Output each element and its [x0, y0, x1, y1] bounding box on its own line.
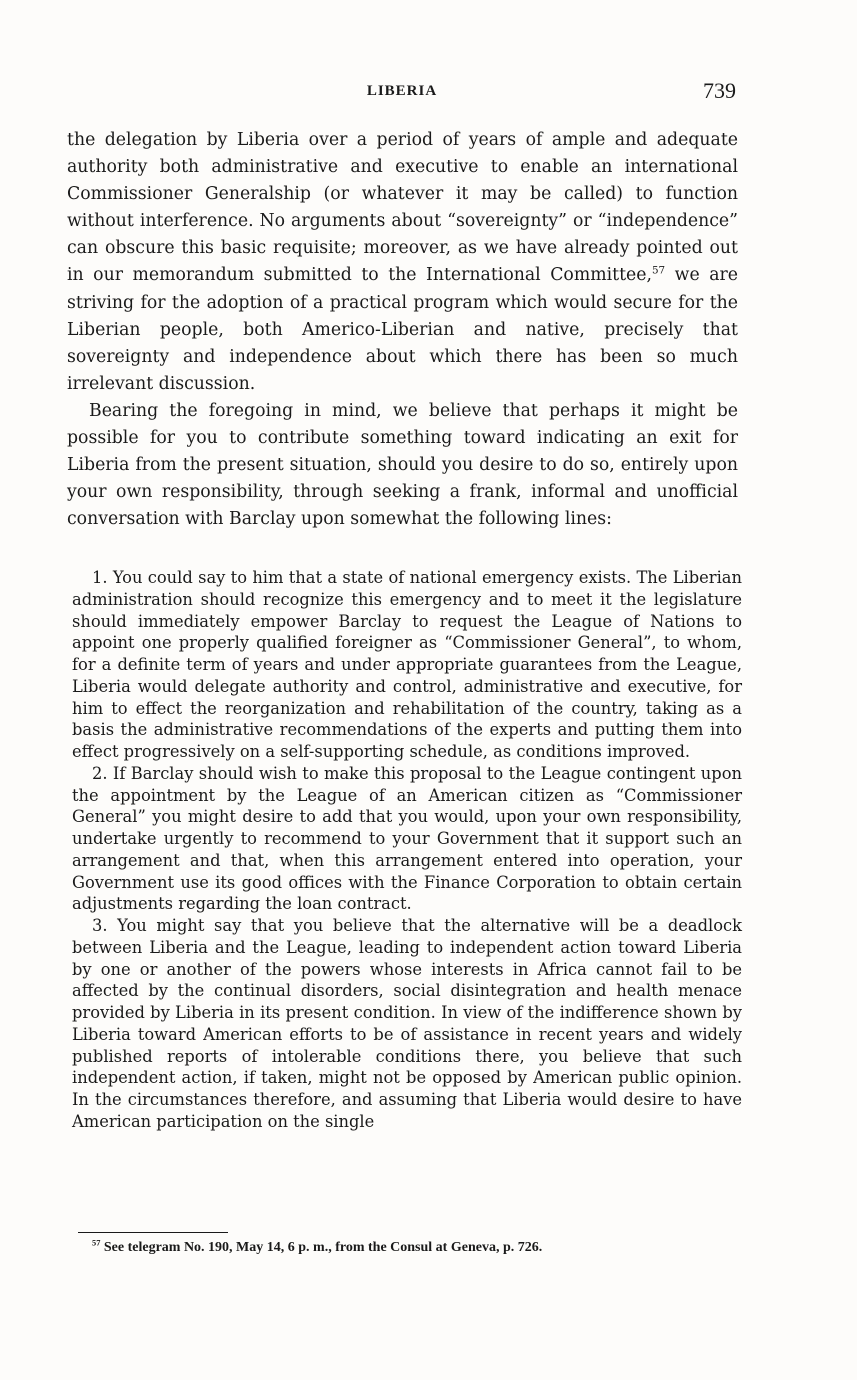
running-head [68, 80, 736, 106]
proposal-item-3: 3. You might say that you believe that the alternative will be a deadlock between Liberia and the League, leading to independent action toward Liberia by one or another of the powers whose interests in Africa cannot fail to be affected by the continual disorders, social disintegration and health menace provided by Liberia in its present condition. In view of the indifference shown by Liberia toward American efforts to be of assistance in recent years and widely published reports of intolerable conditions there, you believe that such independent action, if taken, might not be opposed by American public opinion. In the circumstances therefore, and assuming that Liberia would desire to have American participation on the single [72, 916, 742, 1131]
footnote-text: See telegram No. 190, May 14, 6 p. m., from the Consul at Geneva, p. 726. [100, 1240, 543, 1255]
paragraph: Bearing the foregoing in mind, we believe that perhaps it might be possible for you to contribute something toward indicating an exit for Liberia from the present situation, should you desire to do so, entirely upon your own responsibility, through seeking a frank, informal and unofficial conversation with Barclay upon somewhat the following lines: [67, 400, 738, 530]
page-number: 739 [703, 78, 736, 103]
paragraph-text: the delegation by Liberia over a period of years of ample and adequate authority both administrative and executive to enable an international Commissioner Generalship (or whatever it may be called) to function without interference. No arguments about “sovereignty” or “independence” can obscure this basic requisite; moreover, as we have already pointed out in our memorandum submitted to the International Committee, [67, 130, 738, 286]
numbered-proposals [72, 567, 742, 1133]
proposal-item-2: 2. If Barclay should wish to make this proposal to the League contingent upon the appointment by the League of an American citizen as “Commissioner General” you might desire to add that you would, upon your own responsibility, undertake urgently to recommend to your Government that it support such an arrangement and that, when this arrangement entered into operation, your Government use its good offices with the Finance Corporation to obtain certain adjustments regarding the loan contract. [72, 763, 742, 914]
proposal-item-1: 1. You could say to him that a state of national emergency exists. The Liberian administration should recognize this emergency and to meet it the legislature should immediately empower Barclay to request the League of Nations to appoint one properly qualified foreigner as “Commissioner General”, to whom, for a definite term of years and under appropriate guarantees from the League, Liberia would delegate authority and control, administrative and executive, for him to effect the reorganization and rehabilitation of the country, taking as a basis the administrative recommendations of the experts and putting them into effect progressively on a self-supporting schedule, as conditions improved. [72, 568, 742, 761]
paragraph-continued [67, 127, 738, 398]
footnote-rule [78, 1232, 228, 1233]
paragraph-text: we are striving for the adoption of a practical program which would secure for the Liberian people, both Americo-Liberian and native, precisely that sovereignty and independence about which there has been so much irrelevant discussion. [67, 265, 738, 394]
footnote [92, 1240, 752, 1256]
running-title: LIBERIA [366, 83, 438, 99]
body-text [67, 127, 738, 533]
footnote-reference: 57 [651, 264, 666, 277]
footnote-marker: 57 [92, 1238, 101, 1248]
